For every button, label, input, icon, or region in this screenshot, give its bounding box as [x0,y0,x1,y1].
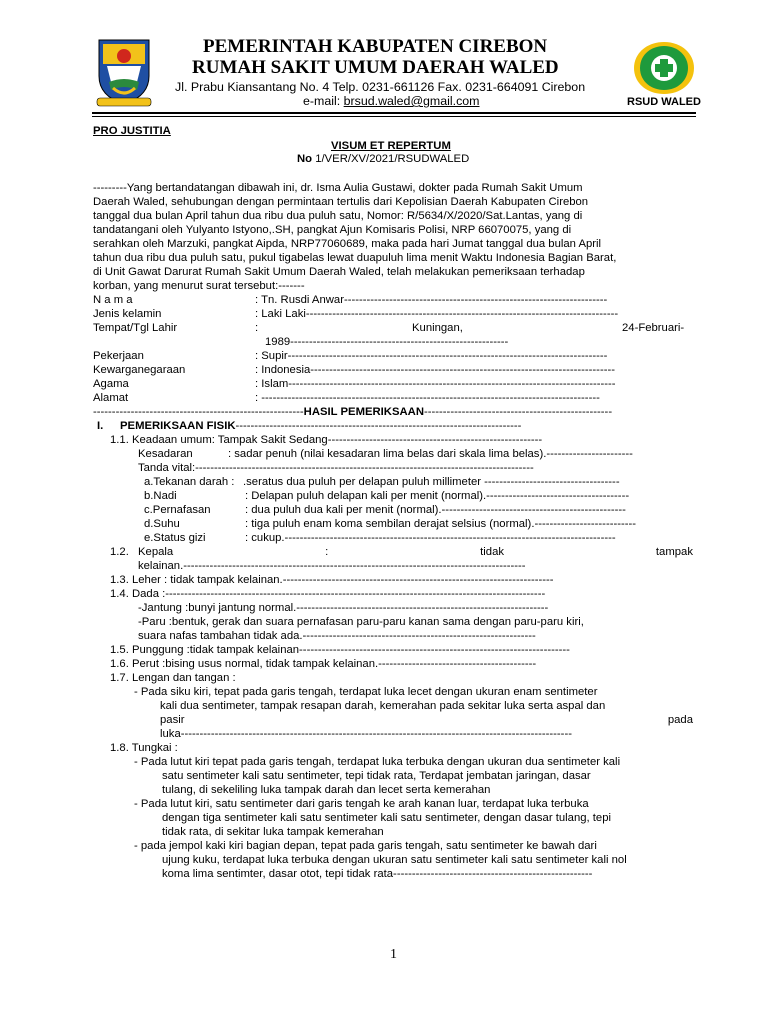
number-label: No [297,153,313,165]
header-divider-thin [92,116,696,117]
tungkai-2-line-1: - Pada lutut kiri, satu sentimeter dari garis tengah ke arah kanan luar, terdapat luka terbuka [134,798,589,810]
tungkai-2-line-2: dengan tiga sentimeter kali satu sentimeter kali satu sentimeter, dengan dasar tulang, tepi [162,812,612,824]
identity-label-address: Alamat [93,392,129,404]
identity-value-address: : ------------------------------------------------------------------------------------------ [255,392,600,404]
paru-line-1: -Paru :bentuk, gerak dan suara pernafasan paru-paru kanan sama dengan paru-paru kiri, [138,616,584,628]
tungkai-1-line-1: - Pada lutut kiri tepat pada garis tengah, terdapat luka terbuka dengan ukuran dua sentimeter kali [134,756,621,768]
item-1-1: 1.1. Keadaan umum: Tampak Sakit Sedang--------------------------------------------------------- [110,434,543,446]
intro-line: serahkan oleh Marzuki, pangkat Aipda, NRP77060689, maka pada hari Jumat tanggal dua bulan April [93,238,602,250]
item-1-8: 1.8. Tungkai : [110,742,178,754]
hospital-name: RUMAH SAKIT UMUM DAERAH WALED [192,57,559,78]
tungkai-3-line-2: ujung kuku, terdapat luka terbuka dengan ukuran satu sentimeter kali satu sentimeter kali nol [162,854,627,866]
jantung: -Jantung :bunyi jantung normal.------------------------------------------------------------------- [138,602,549,614]
hasil-label: HASIL PEMERIKSAAN [303,406,424,418]
item-1-6: 1.6. Perut :bising usus normal, tidak tampak kelainan.------------------------------------------ [110,658,537,670]
vital-b-label: b.Nadi [144,490,177,502]
item-1-2-line: Kepala : tidak tampak [138,546,693,558]
item-1-2-continued: kelainan.------------------------------------------------------------------------------------------- [138,560,526,572]
rsud-waled-logo [624,38,704,114]
vital-e-label: e.Status gizi [144,532,206,544]
item-1-2-number: 1.2. [110,546,129,558]
lengan-line-1: - Pada siku kiri, tepat pada garis tengah, terdapat luka lecet dengan ukuran enam sentimeter [134,686,598,698]
identity-value-nama: : Tn. Rusdi Anwar---------------------------------------------------------------------- [255,294,608,306]
vital-d-label: d.Suhu [144,518,180,530]
identity-value-job: : Supir------------------------------------------------------------------------------------- [255,350,608,362]
identity-value-sex: : Laki Laki----------------------------------------------------------------------------------- [255,308,619,320]
kesadaran-label: Kesadaran [138,448,193,460]
hasil-heading: --------------------------------------------------------HASIL PEMERIKSAAN-------------------------------------------------- [93,406,613,418]
birth-date: 24-Februari- [622,322,685,334]
item-1-3: 1.3. Leher : tidak tampak kelainan.------------------------------------------------------------------------ [110,574,554,586]
government-name: PEMERINTAH KABUPATEN CIREBON [203,36,548,57]
birth-year: 1989---------------------------------------------------------- [265,336,509,348]
lengan-line-3: pasir pada [160,714,693,726]
tanda-vital: Tanda vital:------------------------------------------------------------------------------------------ [138,462,534,474]
intro-line: ---------Yang bertandatangan dibawah ini, dr. Isma Aulia Gustawi, dokter pada Rumah Sakit Umum [93,182,583,194]
vital-c-value: : dua puluh dua kali per menit (normal).------------------------------------------------- [245,504,626,516]
intro-line: di Unit Gawat Darurat Rumah Sakit Umum Daerah Waled, telah melakukan pemeriksaan terhadap [93,266,585,278]
tungkai-1-line-3: tulang, di sekeliling luka tampak darah dan lecet serta kemerahan [162,784,491,796]
kesadaran-value: : sadar penuh (nilai kesadaran lima belas dari skala lima belas).----------------------- [228,448,633,460]
rsud-waled-logo-text: RSUD WALED [627,96,701,108]
identity-value-birth-colon: : [255,322,259,334]
item-1-4: 1.4. Dada :----------------------------------------------------------------------------------------------------- [110,588,546,600]
identity-label-birth: Tempat/Tgl Lahir [93,322,178,334]
identity-label-nama: N a m a [93,294,133,306]
pro-justitia: PRO JUSTITIA [93,125,171,137]
identity-label-religion: Agama [93,378,129,390]
section-number: I. [97,420,104,432]
cirebon-regency-logo [93,36,155,108]
header-divider [92,112,696,114]
identity-value-nationality: : Indonesia--------------------------------------------------------------------------------- [255,364,615,376]
email-label: e-mail: [303,94,341,108]
section-title: PEMERIKSAAN FISIK---------------------------------------------------------------------------- [120,420,522,432]
lengan-line-2: kali dua sentimeter, tampak resapan darah, kemerahan pada sekitar luka serta aspal dan [160,700,606,712]
email-link[interactable]: brsud.waled@gmail.com [343,94,480,108]
document-number [297,152,469,166]
email-line [303,94,480,108]
vital-e-value: : cukup.---------------------------------------------------------------------------------------- [245,532,616,544]
identity-label-job: Pekerjaan [93,350,144,362]
tungkai-1-line-2: satu sentimeter kali satu sentimeter, tepi tidak rata, Terdapat jembatan jaringan, dasar [162,770,591,782]
document-title: VISUM ET REPERTUM [331,140,451,152]
tungkai-3-line-3: koma lima sentimter, dasar otot, tepi tidak rata----------------------------------------------------- [162,868,593,880]
identity-label-sex: Jenis kelamin [93,308,162,320]
vital-b-value: : Delapan puluh delapan kali per menit (normal).-------------------------------------- [245,490,630,502]
intro-line: tahun dua ribu dua puluh satu, pukul tigabelas lewat duapuluh lima menit Waktu Indonesia Bagian Barat, [93,252,617,264]
item-1-5: 1.5. Punggung :tidak tampak kelainan------------------------------------------------------------------------ [110,644,570,656]
lengan-line-4: luka-------------------------------------------------------------------------------------------------------- [160,728,572,740]
intro-line: Daerah Waled, sehubungan dengan permintaan tertulis dari Kepolisian Daerah Kabupaten Cirebon [93,196,589,208]
vital-d-value: : tiga puluh enam koma sembilan derajat selsius (normal).--------------------------- [245,518,637,530]
intro-paragraph [93,181,693,293]
intro-line: tandatangani oleh Yulyanto Istyono,.SH, pangkat Ajun Komisaris Polisi, NRP 66070075, yang di [93,224,572,236]
vital-c-label: c.Pernafasan [144,504,211,516]
birth-place: Kuningan, [412,322,463,334]
number-value: 1/VER/XV/2021/RSUDWALED [315,153,470,165]
paru-line-2: suara nafas tambahan tidak ada.-------------------------------------------------------------- [138,630,536,642]
hospital-address: Jl. Prabu Kiansantang No. 4 Telp. 0231-661126 Fax. 0231-664091 Cirebon [175,80,586,94]
tungkai-2-line-3: tidak rata, di sekitar luka tampak kemerahan [162,826,384,838]
intro-line: korban, yang menurut surat tersebut:------- [93,280,305,292]
intro-line: tanggal dua bulan April tahun dua ribu dua puluh satu, Nomor: R/5634/X/2020/Sat.Lantas, yang di [93,210,583,222]
tungkai-3-line-1: - pada jempol kaki kiri bagian depan, tepat pada garis tengah, satu sentimeter ke bawah dari [134,840,597,852]
identity-label-nationality: Kewarganegaraan [93,364,186,376]
item-1-7: 1.7. Lengan dan tangan : [110,672,236,684]
page-number: 1 [390,947,397,962]
identity-value-religion: : Islam--------------------------------------------------------------------------------------- [255,378,616,390]
vital-a-value: .seratus dua puluh per delapan puluh millimeter ------------------------------------ [243,476,620,488]
vital-a-label: a.Tekanan darah : [144,476,235,488]
